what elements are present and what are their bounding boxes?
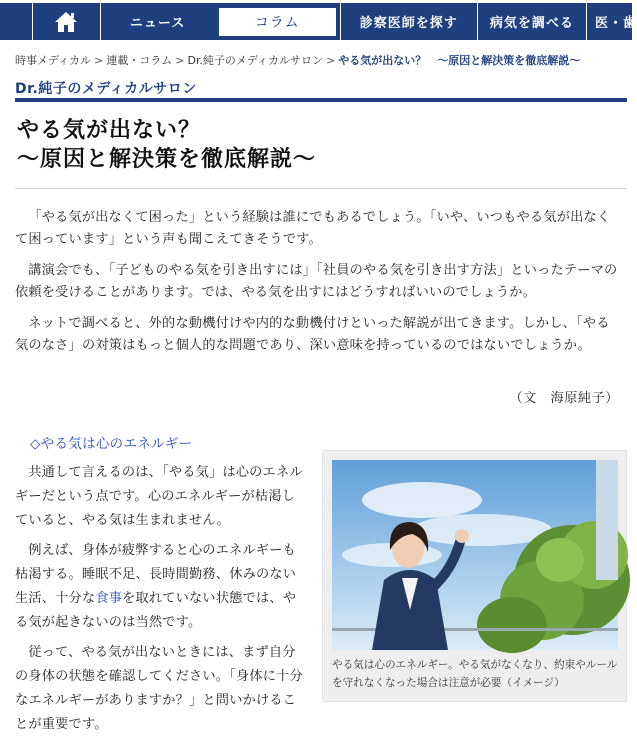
nav-news[interactable]: ニュース — [100, 3, 215, 40]
article-title-line2: 〜原因と解決策を徹底解説〜 — [17, 147, 317, 172]
body-paragraph: 共通して言えるのは、「やる気」は心のエネルギーだという点です。心のエネルギーが枯渇していると、やる気は生まれません。 — [15, 465, 303, 528]
article-title — [17, 116, 617, 174]
title-divider — [15, 188, 627, 189]
article-title-line1: やる気が出ない？ — [17, 118, 202, 143]
breadcrumb — [15, 52, 615, 68]
intro-paragraph: 「やる気が出なくて困った」という経験は誰にでもあるでしょう。「いや、いつもやる気が出なくて困っています」という声も聞こえてきそうです。 — [15, 210, 611, 247]
global-nav-bar — [0, 3, 637, 40]
breadcrumb-separator: > — [94, 54, 104, 67]
nav-medical-dental[interactable]: 医・歯 — [586, 3, 632, 40]
nav-disease-search[interactable]: 病気を調べる — [477, 3, 586, 40]
breadcrumb-separator: > — [326, 54, 336, 67]
global-nav — [0, 0, 637, 44]
article-body — [15, 461, 305, 743]
breadcrumb-item-jiji-medical[interactable]: 時事メディカル — [15, 54, 92, 67]
body-text: 例えば、身体が疲弊すると心のエネルギーも枯渇する。睡眠不足、長時間勤務、休みのない生活、十分な — [15, 543, 297, 606]
article-byline: （文 海原純子） — [509, 391, 619, 406]
home-icon — [54, 11, 78, 33]
breadcrumb-item-current: やる気が出ない？ 〜原因と解決策を徹底解説〜 — [338, 54, 581, 67]
meal-link[interactable]: 食事 — [95, 591, 123, 606]
body-paragraph — [15, 539, 305, 635]
intro-paragraph: 講演会でも、「子どものやる気を引き出すには」「社員のやる気を引き出す方法」といったテーマの依頼を受けることがあります。では、やる気を出すにはどうすればいいのでしょうか。 — [15, 263, 618, 300]
article-photo[interactable] — [332, 460, 618, 650]
breadcrumb-item-series[interactable]: Dr.純子のメディカルサロン — [187, 54, 324, 67]
body-text: を取れていない状態では、やる気が起きないのは当然です。 — [15, 591, 297, 630]
nav-home[interactable] — [32, 3, 100, 40]
series-title[interactable]: Dr.純子のメディカルサロン — [15, 81, 197, 97]
body-paragraph: 従って、やる気が出ないときには、まず自分の身体の状態を確認してください。「身体に十分なエネルギーがありますか？」と問いかけることが重要です。 — [15, 645, 303, 732]
intro-paragraph: ネットで調べると、外的な動機付けや内的な動機付けといった解説が出てきます。しかし、「やる気のなさ」の対策はもっと個人的な問題であり、深い意味を持っているのではないでしょうか。 — [15, 316, 610, 353]
article-figure — [322, 450, 627, 702]
nav-find-doctor[interactable]: 診察医師を探す — [340, 3, 477, 40]
woman-in-suit-image — [332, 460, 618, 650]
breadcrumb-item-columns[interactable]: 連載・コラム — [106, 54, 173, 67]
nav-column[interactable]: コラム — [219, 8, 336, 36]
series-header — [15, 78, 627, 102]
figure-caption: やる気は心のエネルギー。やる気がなくなり、約束やルールを守れなくなった場合は注意が必要（イメージ） — [332, 659, 618, 689]
breadcrumb-separator: > — [175, 54, 185, 67]
article-intro — [15, 207, 619, 366]
section-heading: ◇やる気は心のエネルギー — [30, 436, 193, 452]
